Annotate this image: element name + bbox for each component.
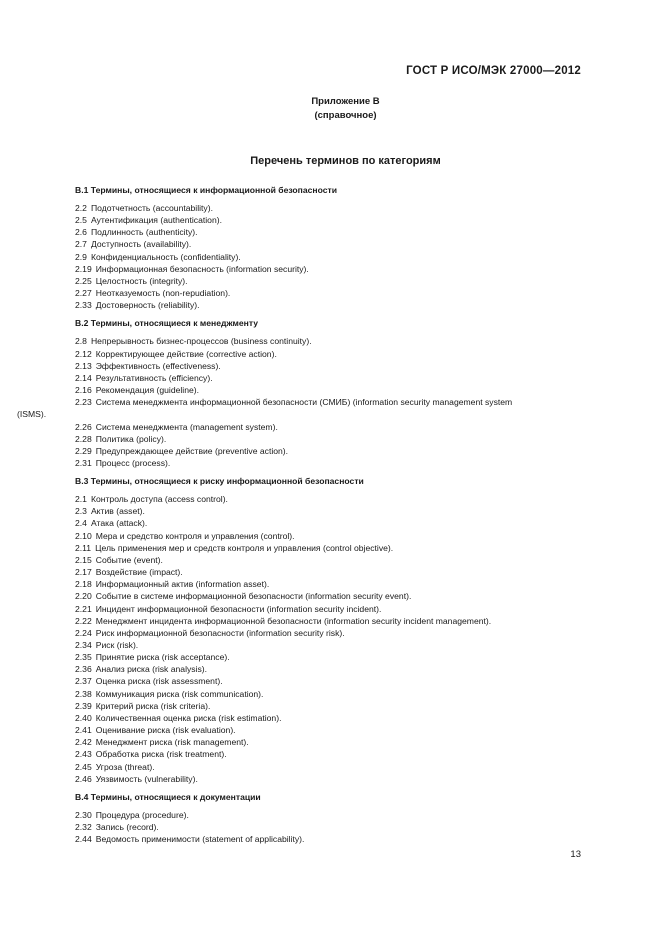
- term-number: 2.46: [75, 773, 92, 784]
- term-text: Корректирующее действие (corrective action).: [95, 348, 277, 359]
- term-number: 2.2: [75, 203, 87, 213]
- term-entry: [75, 263, 587, 275]
- term-entry: [75, 348, 587, 360]
- term-entry: [75, 335, 587, 347]
- term-number: 2.43: [75, 749, 92, 760]
- term-text: Предупреждающее действие (preventive action).: [95, 445, 289, 456]
- term-number: 2.17: [75, 567, 92, 578]
- term-number: 2.21: [75, 603, 92, 614]
- term-text: Запись (record).: [95, 822, 159, 833]
- term-text: Оценивание риска (risk evaluation).: [95, 725, 236, 736]
- term-entry: [75, 675, 587, 687]
- term-entry: [75, 700, 587, 712]
- section: [17, 317, 587, 469]
- term-text: Процедура (procedure).: [95, 809, 189, 820]
- term-text: Воздействие (impact).: [95, 567, 183, 578]
- term-number: 2.5: [75, 215, 87, 226]
- term-text: Количественная оценка риска (risk estimation).: [95, 712, 282, 723]
- term-entry: [75, 761, 587, 773]
- term-entry: [75, 615, 587, 627]
- term-number: 2.18: [75, 579, 92, 590]
- term-number: 2.10: [75, 530, 92, 541]
- term-text: Угроза (threat).: [95, 761, 155, 772]
- term-text: Рекомендация (guideline).: [95, 385, 200, 396]
- term-number: 2.15: [75, 554, 92, 565]
- term-entry: [75, 833, 587, 845]
- term-entry: [75, 433, 587, 445]
- section-heading: В.2 Термины, относящиеся к менеджменту: [75, 318, 259, 329]
- term-entry: [75, 603, 587, 615]
- term-text: Конфиденциальность (confidentiality).: [90, 251, 241, 262]
- term-text: Событие в системе информационной безопасности (information security event).: [95, 591, 412, 602]
- section: [75, 184, 587, 311]
- term-number: 2.7: [75, 239, 87, 250]
- term-text: Целостность (integrity).: [95, 275, 188, 286]
- term-text: Результативность (efficiency).: [95, 372, 213, 383]
- term-entry: [75, 542, 587, 554]
- term-text: Аутентификация (authentication).: [90, 215, 222, 226]
- term-entry: [75, 505, 587, 517]
- appendix-label: [0, 95, 661, 123]
- term-number: 2.34: [75, 640, 92, 650]
- term-number: 2.4: [75, 518, 87, 529]
- term-number: 2.28: [75, 433, 92, 444]
- term-text: Инцидент информационной безопасности (information security incident).: [95, 603, 382, 614]
- term-entry: [75, 639, 587, 651]
- term-text: Менеджмент инцидента информационной безопасности (information security incident management).: [95, 615, 492, 626]
- term-text: Событие (event).: [95, 554, 163, 565]
- term-text: Подлинность (authenticity).: [90, 227, 198, 238]
- term-number: 2.35: [75, 652, 92, 663]
- term-number: 2.42: [75, 737, 92, 748]
- term-text: Менеджмент риска (risk management).: [95, 737, 249, 748]
- term-text: Информационная безопасность (information security).: [95, 263, 309, 274]
- term-entry: [75, 748, 587, 760]
- term-text: Система менеджмента (management system).: [95, 421, 278, 432]
- term-text: Эффективность (effectiveness).: [95, 360, 221, 371]
- term-entry: [75, 517, 587, 529]
- term-entry: [75, 421, 587, 433]
- term-entry: [75, 251, 587, 263]
- term-number: 2.37: [75, 676, 92, 687]
- term-number: 2.36: [75, 664, 92, 675]
- section-heading: В.4 Термины, относящиеся к документации: [75, 791, 261, 802]
- term-number: 2.11: [75, 542, 92, 553]
- term-entry: [75, 627, 587, 639]
- term-number: 2.24: [75, 627, 92, 638]
- term-number: 2.19: [75, 263, 92, 274]
- page-number: 13: [570, 849, 581, 860]
- term-text: Процесс (process).: [95, 457, 171, 468]
- term-text: Доступность (availability).: [90, 239, 192, 250]
- term-text: Ведомость применимости (statement of applicability).: [95, 834, 305, 845]
- term-text: Система менеджмента информационной безопасности (СМИБ) (information security management system: [95, 397, 513, 408]
- term-text: Неотказуемость (non-repudiation).: [95, 288, 231, 299]
- term-entry: [75, 275, 587, 287]
- term-number: 2.13: [75, 360, 92, 371]
- term-number: 2.20: [75, 591, 92, 602]
- section-heading: В.1 Термины, относящиеся к информационной безопасности: [75, 185, 338, 195]
- term-text: Контроль доступа (access control).: [90, 494, 228, 505]
- section-heading: В.3 Термины, относящиеся к риску информационной безопасности: [75, 476, 364, 487]
- term-text: Информационный актив (information asset).: [95, 579, 270, 590]
- term-number: 2.45: [75, 761, 92, 772]
- appendix-title: Приложение В: [311, 96, 380, 107]
- term-number: 2.25: [75, 275, 92, 286]
- term-text: Политика (policy).: [95, 433, 167, 444]
- term-entry: [75, 287, 587, 299]
- term-entry: [75, 226, 587, 238]
- term-text: Уязвимость (vulnerability).: [95, 773, 198, 784]
- term-number: 2.6: [75, 227, 87, 238]
- term-text: Обработка риска (risk treatment).: [95, 749, 227, 760]
- term-entry: [75, 688, 587, 700]
- term-entry: [75, 299, 587, 311]
- term-text: Подотчетность (accountability).: [90, 203, 213, 213]
- term-entry: [75, 457, 587, 469]
- term-entry: [75, 578, 587, 590]
- term-text: Цель применения мер и средств контроля и управления (control objective).: [95, 542, 394, 553]
- term-number: 2.44: [75, 834, 92, 845]
- term-text: Риск (risk).: [95, 640, 139, 650]
- term-entry: [75, 724, 587, 736]
- term-entry: [75, 202, 587, 214]
- term-entry: [75, 372, 587, 384]
- term-entry: [75, 384, 587, 396]
- term-entry: [75, 590, 587, 602]
- term-entry: [75, 773, 587, 785]
- term-entry: [75, 712, 587, 724]
- term-text: Критерий риска (risk criteria).: [95, 700, 211, 711]
- term-number: 2.32: [75, 822, 92, 833]
- term-text: Коммуникация риска (risk communication).: [95, 688, 264, 699]
- term-number: 2.14: [75, 372, 92, 383]
- term-entry: [75, 445, 587, 457]
- term-text: Достоверность (reliability).: [95, 300, 200, 311]
- term-entry: [75, 663, 587, 675]
- page-title: Перечень терминов по категориям: [250, 155, 441, 167]
- term-number: 2.16: [75, 385, 92, 396]
- term-entry: [75, 493, 587, 505]
- term-entry: [75, 530, 587, 542]
- term-text: Мера и средство контроля и управления (control).: [95, 530, 295, 541]
- term-number: 2.41: [75, 725, 92, 736]
- term-number: 2.3: [75, 506, 87, 517]
- term-number: 2.12: [75, 348, 92, 359]
- term-number: 2.26: [75, 421, 92, 432]
- term-text: Анализ риска (risk analysis).: [95, 664, 208, 675]
- term-entry: [75, 821, 587, 833]
- term-number: 2.27: [75, 288, 92, 299]
- term-number: 2.39: [75, 700, 92, 711]
- term-text: Риск информационной безопасности (information security risk).: [95, 627, 345, 638]
- term-sections: [17, 184, 587, 845]
- term-number: 2.38: [75, 688, 92, 699]
- section: [75, 475, 587, 785]
- term-number: 2.1: [75, 494, 87, 505]
- term-entry: [75, 651, 587, 663]
- term-number: 2.9: [75, 251, 87, 262]
- term-entry: [17, 396, 587, 420]
- term-number: 2.33: [75, 300, 92, 311]
- term-text-continuation: (ISMS).: [17, 409, 47, 420]
- term-entry: [75, 566, 587, 578]
- term-text: Оценка риска (risk assessment).: [95, 676, 223, 687]
- section: [75, 791, 587, 845]
- term-text: Принятие риска (risk acceptance).: [95, 652, 230, 663]
- term-entry: [75, 736, 587, 748]
- term-number: 2.40: [75, 712, 92, 723]
- term-entry: [75, 554, 587, 566]
- term-text: Атака (attack).: [90, 518, 148, 529]
- term-number: 2.30: [75, 809, 92, 820]
- term-text: Актив (asset).: [90, 506, 145, 517]
- term-entry: [75, 809, 587, 821]
- term-entry: [75, 360, 587, 372]
- term-text: Непрерывность бизнес-процессов (business continuity).: [90, 336, 312, 347]
- term-entry: [75, 238, 587, 250]
- term-number: 2.23: [75, 397, 92, 408]
- term-number: 2.22: [75, 615, 92, 626]
- term-entry: [75, 214, 587, 226]
- document-header: ГОСТ Р ИСО/МЭК 27000—2012: [406, 65, 581, 77]
- term-number: 2.8: [75, 336, 87, 347]
- term-number: 2.31: [75, 457, 92, 468]
- term-number: 2.29: [75, 445, 92, 456]
- appendix-type: (справочное): [314, 110, 377, 121]
